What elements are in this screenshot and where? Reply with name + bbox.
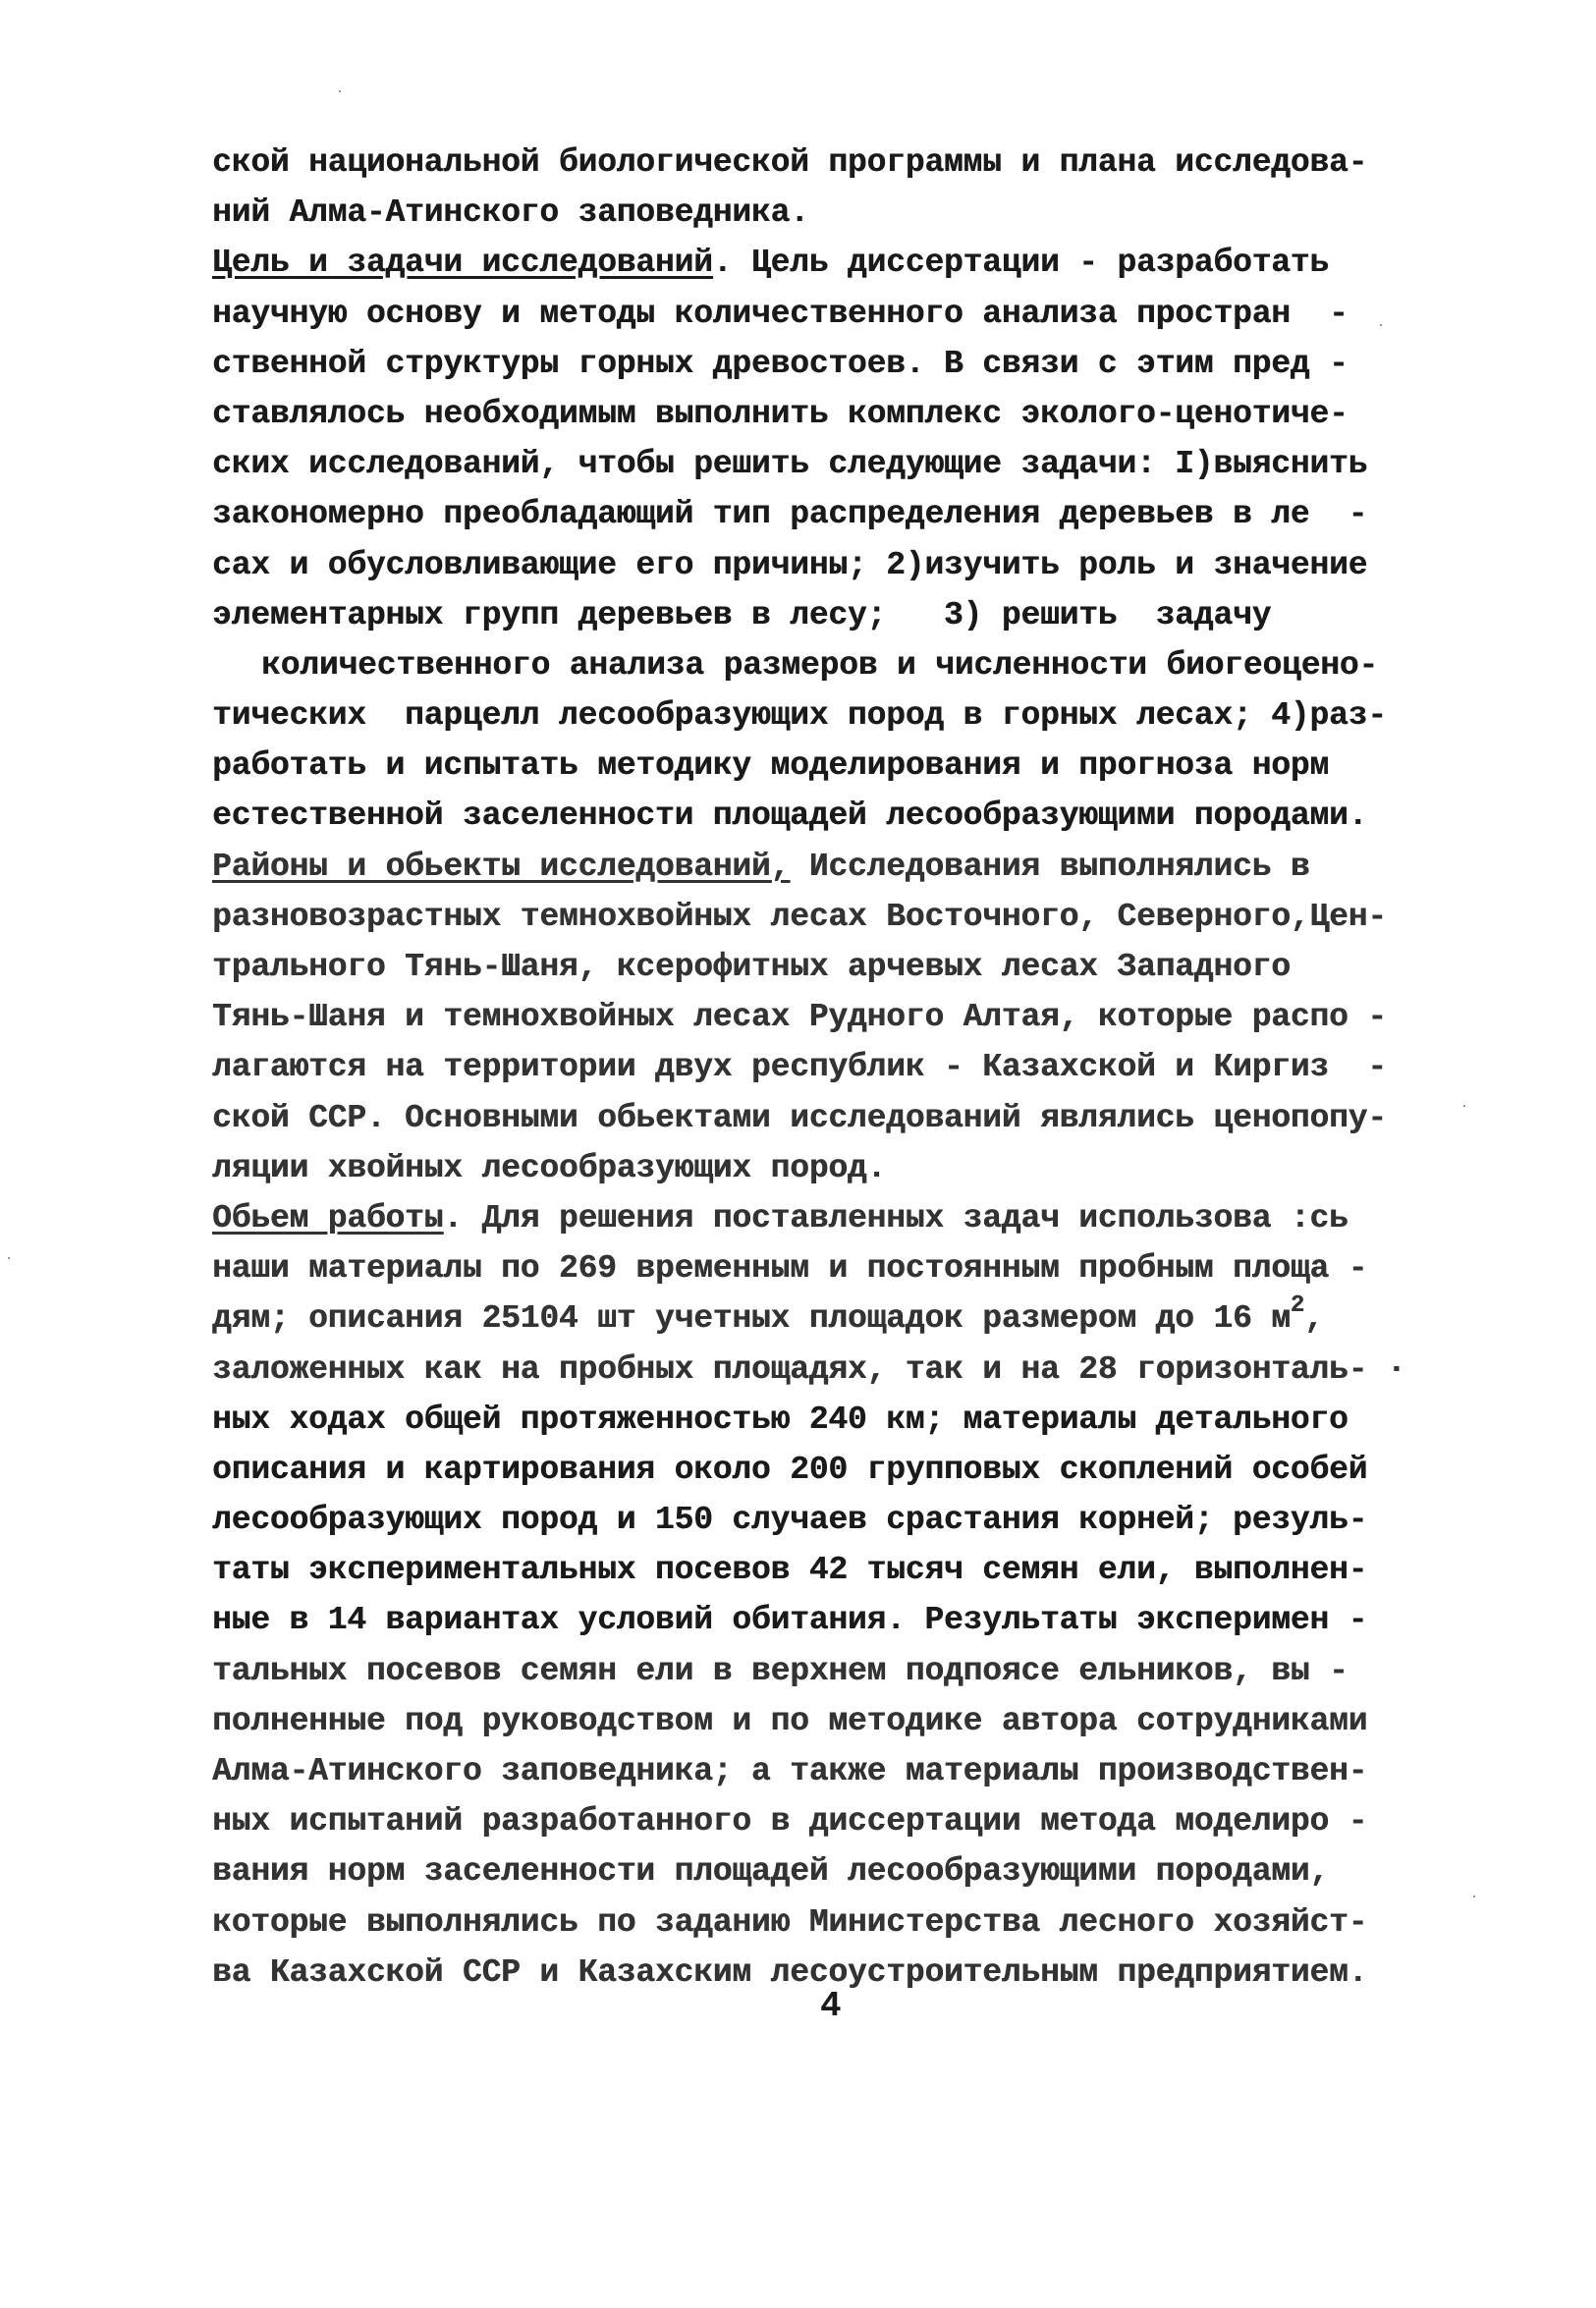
page-number: 4 xyxy=(820,1986,842,2026)
text-fragment: , xyxy=(1303,1300,1324,1338)
text-fragment: . Для решения поставленных задач использова :сь xyxy=(443,1199,1348,1236)
text-line: вания норм заселенности площадей лесообразующими породами, xyxy=(212,1853,1329,1891)
section-heading-line xyxy=(212,842,1440,892)
text-line: ных ходах общей протяженностью 240 км; материалы детального xyxy=(212,1401,1348,1438)
text-line: тальных посевов семян ели в верхнем подпоясе ельников, вы - xyxy=(212,1652,1348,1689)
text-line: наши материалы по 269 временным и постоянным пробным площа - xyxy=(212,1250,1368,1288)
text-line: которые выполнялись по заданию Министерства лесного хозяйст- xyxy=(212,1903,1368,1941)
scan-speck xyxy=(339,90,341,92)
text-line: полненные под руководством и по методике автора сотрудниками xyxy=(212,1702,1368,1739)
text-line: ских исследований, чтобы решить следующие задачи: I)выяснить xyxy=(212,446,1368,483)
text-line: количественного анализа размеров и численности биогеоцено- xyxy=(261,646,1378,684)
text-line: лагаются на территории двух республик - Казахской и Киргиз - xyxy=(212,1049,1387,1086)
text-line: работать и испытать методику моделирования и прогноза норм xyxy=(212,747,1329,785)
body-text xyxy=(212,137,1440,1998)
text-line: ставлялось необходимым выполнить комплекс эколого-ценотиче- xyxy=(212,395,1348,432)
text-line: ные в 14 вариантах условий обитания. Результаты эксперимен - xyxy=(212,1602,1368,1639)
text-line: описания и картирования около 200 групповых скоплений особей xyxy=(212,1451,1368,1488)
text-line: Алма-Атинского заповедника; а также материалы производствен- xyxy=(212,1753,1368,1789)
text-line: ственной структуры горных древостоев. В связи с этим пред - xyxy=(212,345,1348,382)
text-line: ляции хвойных лесообразующих пород. xyxy=(212,1149,887,1186)
text-line: заложенных как на пробных площадях, так и на 28 горизонталь- · xyxy=(212,1350,1406,1388)
scan-speck xyxy=(8,1257,10,1259)
superscript: 2 xyxy=(1290,1292,1304,1320)
scan-speck xyxy=(1463,1105,1465,1107)
section-heading-line xyxy=(212,238,1440,288)
text-line: ных испытаний разработанного в диссертации метода моделиро - xyxy=(212,1803,1368,1841)
text-line: сах и обусловливающие его причины; 2)изучить роль и значение xyxy=(212,546,1368,583)
text-line: элементарных групп деревьев в лесу; 3) решить задачу xyxy=(212,596,1272,633)
text-line: тических парцелл лесообразующих пород в горных лесах; 4)раз- xyxy=(212,697,1387,735)
section-heading-regions: Районы и обьекты исследований, xyxy=(212,848,791,885)
text-fragment: дям; описания 25104 шт учетных площадок размером до 16 м xyxy=(212,1300,1291,1338)
scan-speck xyxy=(1380,324,1382,326)
section-heading-goals: Цель и задачи исследований xyxy=(212,245,713,282)
text-line: Тянь-Шаня и темнохвойных лесах Рудного Алтая, которые распо - xyxy=(212,999,1387,1036)
text-line: разновозрастных темнохвойных лесах Восточного, Северного,Цен- xyxy=(212,898,1387,935)
scan-speck xyxy=(1473,1896,1475,1897)
text-line: ской национальной биологической программы и плана исследова- xyxy=(212,144,1368,181)
text-fragment: . Цель диссертации - разработать xyxy=(712,245,1329,282)
section-heading-volume: Обьем работы xyxy=(212,1199,444,1236)
text-line: ва Казахской ССР и Казахским лесоустроительным предприятием. xyxy=(212,1953,1368,1991)
text-line: закономерно преобладающий тип распределения деревьев в ле - xyxy=(212,496,1368,533)
text-line: лесообразующих пород и 150 случаев срастания корней; резуль- xyxy=(212,1502,1368,1539)
text-line xyxy=(212,1293,1440,1344)
text-line: трального Тянь-Шаня, ксерофитных арчевых лесах Западного xyxy=(212,949,1291,985)
text-line: естественной заселенности площадей лесообразующими породами. xyxy=(212,797,1368,835)
text-line: таты экспериментальных посевов 42 тысяч семян ели, выполнен- xyxy=(212,1552,1368,1589)
text-fragment: Исследования выполнялись в xyxy=(790,848,1310,885)
section-heading-line xyxy=(212,1193,1440,1243)
text-line: ний Алма-Атинского заповедника. xyxy=(212,194,809,232)
text-line: научную основу и методы количественного анализа простран - xyxy=(212,295,1348,332)
text-line: ской ССР. Основными обьектами исследований являлись ценопопу- xyxy=(212,1099,1387,1136)
